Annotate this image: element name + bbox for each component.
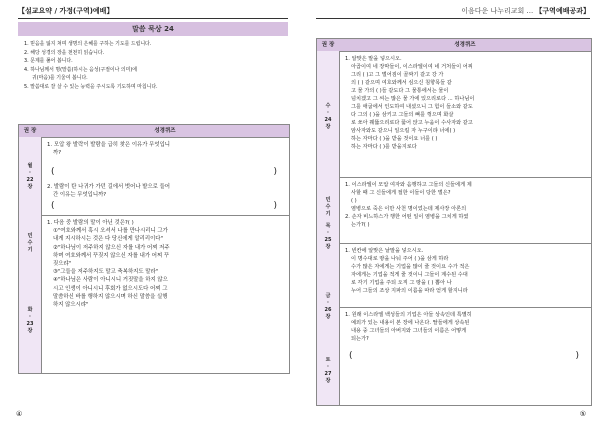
- worship-guide-title: 【구역예배공과】: [535, 7, 590, 15]
- quiz-line: 수가 많은 자에게는 기업을 많이 줄 것이요 수가 적은: [351, 264, 470, 270]
- quiz-question: 1. 다음 중 발람의 말이 아닌 것은?( ) ①"여호와께서 혹시 오셔서 나를 만나시리니 그가 내게 지시하시는 것은 다 당신에게 알리리이다" ②"하나님이 저주하지 않으신 자를 내가 어찌 저주 하며 여호와께서 꾸짖지 않으신 자를 내가 어찌 꾸 짖으랴" ③"그들을 저주하지도 말고 축복하지도 말라" ④"하나님은 사람이 아니시니 거짓말을 하지 않으 시고 인생이 아니시니 후회가 없으시도다 어찌 그 말씀하신 바를 행하지 않으시며 하신 말씀을 실행 하지 않으시랴": [47, 220, 170, 309]
- quiz-line: 사할 때 그 신들에게 절한 이들이 당한 벌은?: [351, 190, 451, 196]
- col-book-chapter: 권 장: [23, 128, 37, 134]
- day-label-tue: 화 · 23 장: [26, 307, 34, 334]
- quiz-line: ( ): [351, 198, 357, 204]
- quiz-line: 이 명수대로 땅을 나눠 주어 ( )을 삼게 하라: [351, 256, 449, 262]
- quiz-line: 되는가?: [351, 336, 369, 342]
- quiz-line: 암사자와도 같으니 일으킬 자 누구이랴 너에( ): [351, 128, 456, 134]
- table-header: [19, 125, 289, 138]
- quiz-line: 하는 자마다 ( )을 받을 것이요 너를 ( ): [351, 136, 438, 142]
- quiz-line: 1. 알맞은 말을 넣으시오.: [345, 56, 402, 62]
- header-rule: [316, 18, 590, 19]
- day-label-thu: 목 · 25 장: [324, 223, 332, 250]
- left-page-header: 【설교요약 / 가정(구역)예배】: [18, 7, 114, 15]
- quiz-row-thu: [339, 177, 591, 244]
- header-rule: [18, 18, 288, 19]
- section-divider: [41, 215, 289, 216]
- quiz-line: 염병으로 죽은 이만 사천 명이었는데 제사장 아론의: [351, 206, 467, 212]
- quiz-line: 그리 ( )고 그 벌어짐이 골짜기 같고 강 가: [351, 72, 444, 78]
- quiz-table: [316, 38, 592, 406]
- intro-line: 2. 해당 성경의 장을 천천히 읽습니다.: [24, 49, 105, 56]
- quiz-line: 다 그의 ( )을 삼키고 그들의 뼈를 꺾으며 화살: [351, 112, 454, 118]
- quiz-table: 권 장 성경퀴즈 월 · 22 장 민 수 기 화 · 23 장 1. 모압 왕 발락이 발람을 급히 찾은 이유가 무엇입니 까? ( ) 2. 발람이 탄 나귀가 가던 길에서 벗어나 밭으로 들어 간 이유는 무엇입니까? ( ) 1. 다음 중 발람의 말이 아닌 것은?( ) ①"여호와께서 혹시 오셔서 나를 만나시리니 그가 내게 지시하시는 것은 다 당신에게 알리리이다" ②"하나님이 저주하지 않으신 자를 내가 어찌 저주 하며 여호와께서 꾸짖지 않으신 자를 내가 어찌 꾸 짖으랴" ③"그들을 저주하지도 말고 축복하지도 말라" ④"하나님은 사람이 아니시니 거짓말을 하지 않으 시고 인생이 아니시니 후회가 없으시도다 어찌 그 말씀하신 바를 행하지 않으시며 하신 말씀을 실행 하지 않으시랴": [18, 124, 290, 374]
- quiz-line: 넘치겠고 그 씨는 많은 물 가에 있으리로다 ... 하나님이: [351, 96, 475, 102]
- quiz-line: 2. 손자 비느하스가 행한 어떤 일이 염병을 그치게 하였: [345, 214, 469, 220]
- intro-line: 5. 말씀대로 잘 살 수 있는 능력을 주시도록 기도하며 마칩니다.: [24, 83, 158, 90]
- book-column: [19, 137, 42, 373]
- quiz-line: 1. 빈칸에 알맞은 낱말을 넣으시오.: [345, 248, 424, 254]
- church-name: 이음다운 나누리교회 ...: [461, 7, 534, 15]
- day-label-fri: 금 · 26 장: [324, 293, 332, 320]
- quiz-line: 자에게는 기업을 적게 줄 것이니 그들이 계수된 수대: [351, 272, 468, 278]
- intro-line: 귀(마음)를 기울여 봅니다.: [32, 75, 88, 82]
- quiz-line: 누어 그들의 조상 지파의 이름을 따라 얻게 할지니라: [351, 288, 468, 294]
- quiz-line: 1. 원래 이스라엘 백성들의 기업은 아들 상속인데 특별히: [345, 312, 472, 318]
- quiz-row-fri: [339, 243, 591, 308]
- col-bible-quiz: 성경퀴즈: [454, 42, 476, 48]
- intro-line: 1. 믿음을 잃지 쳐며 생명의 은혜를 구하는 기도를 드립니다.: [24, 41, 152, 47]
- day-label-sat: 토 · 27 장: [324, 357, 332, 384]
- quiz-row-wed: [339, 51, 591, 178]
- quiz-line: 내용 중 그녀들의 아버지와 그녀들의 이름은 어떻게: [351, 328, 467, 334]
- intro-instructions: [24, 40, 286, 92]
- quiz-line: 고 물 가의 ( )들 같도다 그 물통에서는 물이: [351, 88, 449, 94]
- page-number: ⑤: [579, 410, 586, 418]
- quiz-line: 1. 이스라엘이 모압 여자와 음행하고 그들의 신들에게 제: [345, 182, 472, 188]
- book-label-numbers: 민 수 기: [325, 197, 331, 217]
- quiz-question: 1. 모압 왕 발락이 발람을 급히 찾은 이유가 무엇입니 까?: [47, 142, 170, 157]
- quiz-line: 하는 자마다 ( )를 받을지로다: [351, 144, 417, 150]
- quiz-line: 의 ( ) 같으며 여호와께서 심으신 침향목들 같: [351, 80, 452, 86]
- quiz-line: 아곱이여 네 장막들이, 이스라엘이여 네 거처들이 어찌: [351, 64, 473, 70]
- right-page-header: [461, 6, 590, 16]
- book-label-numbers: 민 수 기: [27, 233, 33, 253]
- col-bible-quiz: 성경퀴즈: [154, 128, 176, 134]
- quiz-line: 예외가 있는 내용이 본 장에 나온다. 딸들에게 상속된: [351, 320, 470, 326]
- day-label-wed: 수 · 24 장: [324, 103, 332, 130]
- col-book-chapter: 권 장: [321, 42, 335, 48]
- quiz-line: 그를 애굽에서 인도하여 내셨으니 그 힘이 들소와 같도: [351, 104, 473, 110]
- page-number: ④: [16, 410, 23, 418]
- quiz-line: 는가?( ): [351, 222, 370, 228]
- book-column: [317, 51, 340, 405]
- meditation-banner: 말씀 묵상 24: [18, 22, 288, 36]
- intro-line: 3. 문제를 풀어 봅니다.: [24, 58, 73, 65]
- intro-line: 4. 하나님께서 명(말씀)하시는 음성(구절이나 의미)에: [24, 66, 138, 73]
- quiz-question: 2. 발람이 탄 나귀가 가던 길에서 벗어나 밭으로 들어 간 이유는 무엇입니까?: [47, 184, 170, 199]
- day-label-mon: 월 · 22 장: [26, 163, 34, 190]
- quiz-row-sat: 1. 원래 이스라엘 백성들의 기업은 아들 상속인데 특별히 예외가 있는 내용이 본 장에 나온다. 딸들에게 상속된 내용 중 그녀들의 아버지와 그녀들의 이름은 어떻게 되는가? ( ): [339, 307, 591, 403]
- quiz-line: 로 각기 기업을 주되 오직 그 땅을 ( ) 뽑아 나: [351, 280, 452, 286]
- quiz-line: 로 쏘아 꿰뚫으리로다 꿇어 앉고 누움이 수사자와 같고: [351, 120, 473, 126]
- right-page: [300, 0, 600, 424]
